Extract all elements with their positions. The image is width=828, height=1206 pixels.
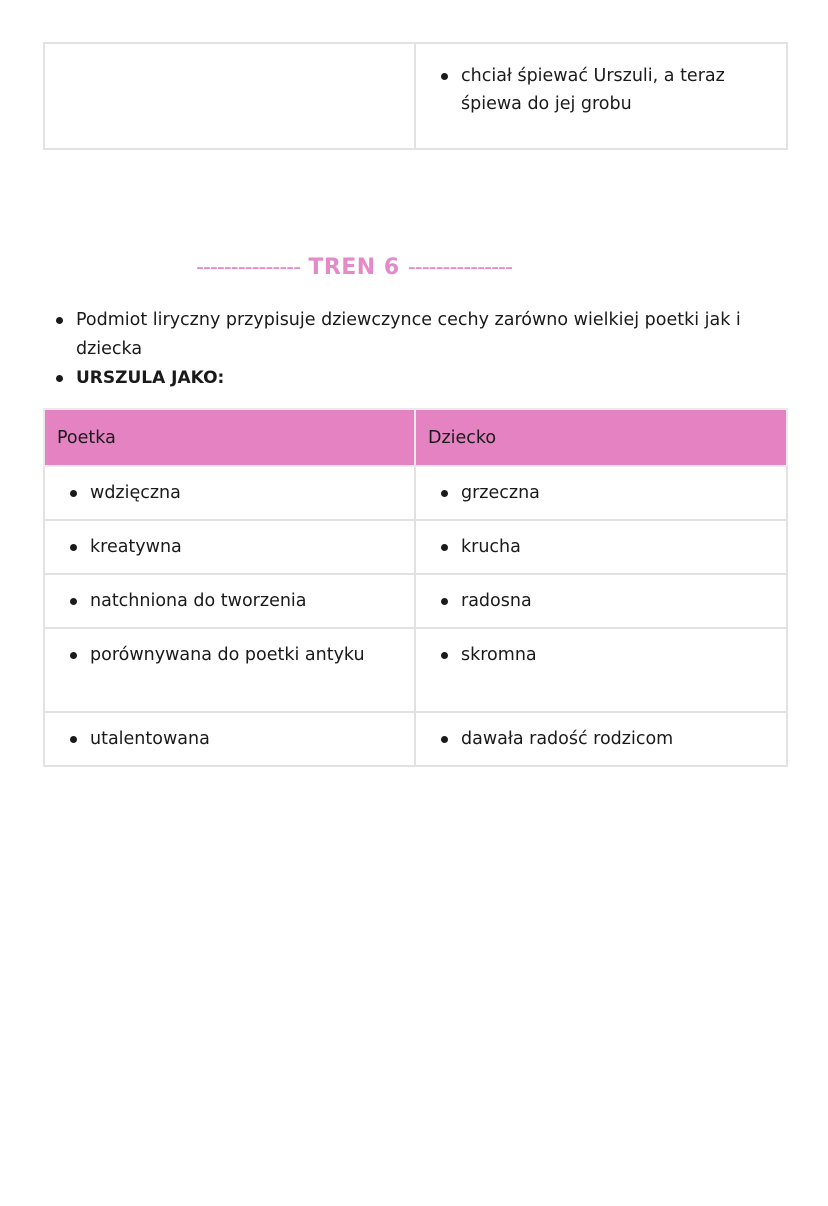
list-item: grzeczna bbox=[441, 479, 776, 507]
table-cell bbox=[415, 43, 787, 149]
main-bullet-list bbox=[56, 306, 796, 393]
list-item: porównywana do poetki antyku bbox=[70, 641, 404, 669]
table-cell bbox=[415, 712, 787, 766]
table-header-row bbox=[44, 409, 787, 466]
heading-dashes-right: --------------- bbox=[407, 255, 512, 280]
section-heading bbox=[0, 255, 708, 280]
column-header-poetka: Poetka bbox=[44, 409, 415, 466]
list-item: skromna bbox=[441, 641, 776, 669]
list-item: dawała radość rodzicom bbox=[441, 725, 776, 753]
column-header-dziecko: Dziecko bbox=[415, 409, 787, 466]
table-cell bbox=[415, 466, 787, 520]
table-row bbox=[44, 520, 787, 574]
continued-table bbox=[43, 42, 788, 150]
heading-dashes-left: --------------- bbox=[196, 255, 301, 280]
table-cell bbox=[44, 520, 415, 574]
list-item-bold: URSZULA JAKO: bbox=[56, 364, 796, 393]
table-cell bbox=[44, 574, 415, 628]
comparison-table bbox=[43, 408, 788, 767]
list-item: krucha bbox=[441, 533, 776, 561]
table-cell bbox=[44, 628, 415, 712]
list-item: utalentowana bbox=[70, 725, 404, 753]
table-cell bbox=[415, 628, 787, 712]
table-cell bbox=[44, 712, 415, 766]
table-cell bbox=[415, 574, 787, 628]
list-item: radosna bbox=[441, 587, 776, 615]
list-item: natchniona do tworzenia bbox=[70, 587, 404, 615]
table-row bbox=[44, 628, 787, 712]
list-item: wdzięczna bbox=[70, 479, 404, 507]
list-item: kreatywna bbox=[70, 533, 404, 561]
list-item: chciał śpiewać Urszuli, a teraz śpiewa do jej grobu bbox=[441, 62, 776, 118]
table-cell bbox=[415, 520, 787, 574]
heading-title: TREN 6 bbox=[308, 255, 400, 280]
list-item: Podmiot liryczny przypisuje dziewczynce cechy zarówno wielkiej poetki jak i dziecka bbox=[56, 306, 796, 364]
table-cell bbox=[44, 466, 415, 520]
table-row bbox=[44, 466, 787, 520]
empty-cell bbox=[44, 43, 415, 149]
table-row bbox=[44, 574, 787, 628]
table-row bbox=[44, 712, 787, 766]
table-row bbox=[44, 43, 787, 149]
